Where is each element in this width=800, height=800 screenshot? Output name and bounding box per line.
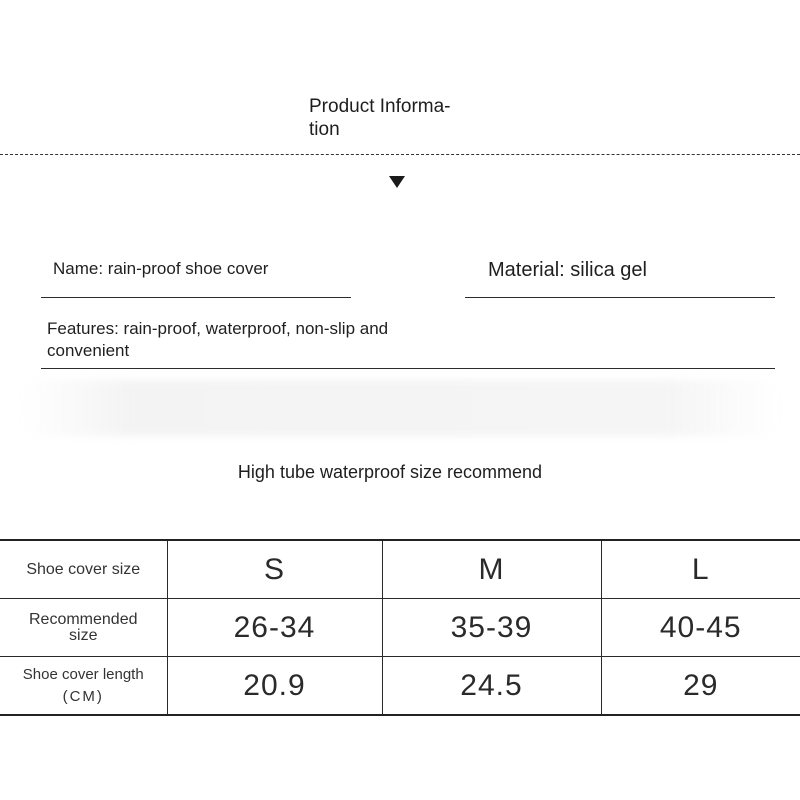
- size-table: [0, 539, 800, 716]
- size-m-header: M: [382, 540, 601, 599]
- table-cell: 26-34: [167, 599, 382, 657]
- table-cell: 35-39: [382, 599, 601, 657]
- material-underline: [465, 297, 775, 298]
- section-divider: [0, 154, 800, 155]
- page-title-text: Product Informa- tion: [309, 96, 451, 140]
- table-cell: 40-45: [601, 599, 800, 657]
- table-cell: 29: [601, 657, 800, 716]
- table-header-label: Shoe cover size: [0, 540, 167, 599]
- features-underline: [41, 368, 775, 369]
- table-cell: 20.9: [167, 657, 382, 716]
- shoe-cover-length-label-text: Shoe cover length: [22, 665, 144, 683]
- table-cell: 24.5: [382, 657, 601, 716]
- product-name: Name: rain-proof shoe cover: [53, 259, 269, 278]
- shoe-cover-length-label: [0, 657, 167, 716]
- unit-label: (CM): [62, 687, 104, 705]
- size-l-header: L: [601, 540, 800, 599]
- size-section-title: High tube waterproof size recommend: [237, 462, 543, 482]
- size-s-header: S: [167, 540, 382, 599]
- table-row: [0, 599, 800, 657]
- recommended-size-label: [0, 599, 167, 657]
- recommended-size-label-text: Recommended size: [29, 610, 138, 644]
- table-row: [0, 657, 800, 716]
- product-features: Features: rain-proof, waterproof, non-slip and convenient: [47, 319, 389, 360]
- product-material: Material: silica gel: [488, 259, 647, 281]
- page-title: [309, 95, 484, 141]
- arrow-down-icon: [389, 176, 405, 188]
- table-row: [0, 540, 800, 599]
- faded-background-band: [20, 380, 780, 436]
- name-underline: [41, 297, 351, 298]
